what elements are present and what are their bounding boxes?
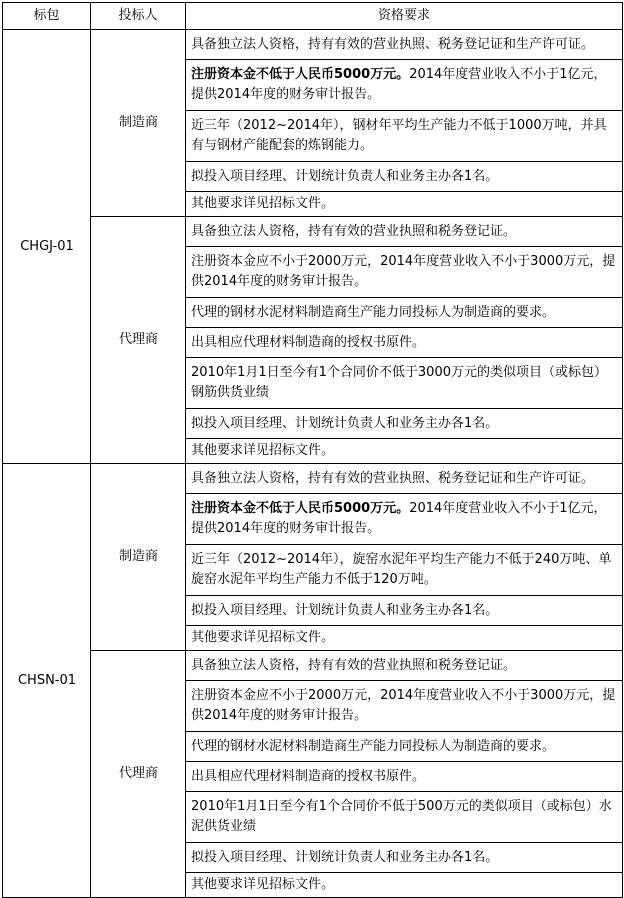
requirement-cell bbox=[186, 439, 623, 464]
table-row bbox=[3, 217, 623, 247]
requirement-cell bbox=[186, 545, 623, 596]
requirement-cell bbox=[186, 298, 623, 328]
requirement-text: 2010年1月1日至今有1个合同价不低于3000万元的类似项目（或标包）钢筋供货业绩 bbox=[191, 365, 607, 400]
requirement-cell bbox=[186, 358, 623, 409]
requirement-text: 注册资本金应不小于2000万元，2014年度营业收入不小于3000万元，提供2014年度的财务审计报告。 bbox=[191, 254, 616, 289]
requirement-text: 其他要求详见招标文件。 bbox=[191, 443, 335, 458]
requirement-cell bbox=[186, 843, 623, 873]
table-row bbox=[3, 30, 623, 60]
requirement-text: 出具相应代理材料制造商的授权书原件。 bbox=[191, 768, 426, 784]
requirement-cell bbox=[186, 192, 623, 217]
requirement-cell bbox=[186, 681, 623, 732]
requirement-cell bbox=[186, 873, 623, 898]
table-row bbox=[3, 464, 623, 494]
header-row bbox=[3, 3, 623, 30]
requirement-text: 具备独立法人资格，持有有效的营业执照、税务登记证和生产许可证。 bbox=[191, 470, 595, 486]
requirement-cell bbox=[186, 60, 623, 111]
bidder-type-cell: 代理商 bbox=[91, 651, 186, 898]
requirement-cell bbox=[186, 30, 623, 60]
requirement-cell bbox=[186, 217, 623, 247]
requirement-cell bbox=[186, 651, 623, 681]
requirement-text: 拟投入项目经理、计划统计负责人和业务主办各1名。 bbox=[191, 415, 499, 431]
table-body bbox=[3, 30, 623, 898]
requirement-text: 2010年1月1日至今有1个合同价不低于500万元的类似项目（或标包）水泥供货业绩 bbox=[191, 799, 612, 834]
requirement-text: 注册资本金应不小于2000万元，2014年度营业收入不小于3000万元，提供2014年度的财务审计报告。 bbox=[191, 688, 616, 723]
requirement-bold-text: 注册资本金不低于人民币5000万元。 bbox=[191, 501, 410, 516]
requirement-text: 代理的钢材水泥材料制造商生产能力同投标人为制造商的要求。 bbox=[191, 304, 556, 320]
requirement-text: 拟投入项目经理、计划统计负责人和业务主办各1名。 bbox=[191, 602, 499, 618]
requirement-cell bbox=[186, 762, 623, 792]
requirement-text: 其他要求详见招标文件。 bbox=[191, 196, 335, 211]
requirement-text: 2014年度营业收入不小于1亿元，提供2014年度的财务审计报告。 bbox=[191, 501, 607, 536]
package-id-cell: CHSN-01 bbox=[3, 464, 91, 898]
requirement-cell bbox=[186, 162, 623, 192]
requirement-text: 2014年度营业收入不小于1亿元，提供2014年度的财务审计报告。 bbox=[191, 67, 607, 102]
requirement-text: 出具相应代理材料制造商的授权书原件。 bbox=[191, 334, 426, 350]
requirement-cell bbox=[186, 626, 623, 651]
requirement-cell bbox=[186, 328, 623, 358]
header-package: 标包 bbox=[3, 3, 91, 30]
package-id-cell: CHGJ-01 bbox=[3, 30, 91, 464]
qualification-table bbox=[2, 2, 623, 898]
requirement-text: 具备独立法人资格，持有有效的营业执照和税务登记证。 bbox=[191, 657, 517, 673]
requirement-cell bbox=[186, 596, 623, 626]
requirement-cell bbox=[186, 792, 623, 843]
requirement-text: 拟投入项目经理、计划统计负责人和业务主办各1名。 bbox=[191, 849, 499, 865]
bidder-type-cell: 制造商 bbox=[91, 464, 186, 651]
table-row bbox=[3, 651, 623, 681]
requirement-cell bbox=[186, 409, 623, 439]
bidder-type-cell: 制造商 bbox=[91, 30, 186, 217]
requirement-text: 具备独立法人资格，持有有效的营业执照和税务登记证。 bbox=[191, 223, 517, 239]
header-requirements: 资格要求 bbox=[186, 3, 623, 30]
requirement-text: 拟投入项目经理、计划统计负责人和业务主办各1名。 bbox=[191, 168, 499, 184]
requirement-cell bbox=[186, 111, 623, 162]
requirement-bold-text: 注册资本金不低于人民币5000万元。 bbox=[191, 67, 410, 82]
requirement-text: 代理的钢材水泥材料制造商生产能力同投标人为制造商的要求。 bbox=[191, 738, 556, 754]
requirement-text: 其他要求详见招标文件。 bbox=[191, 630, 335, 645]
qualification-table-container bbox=[2, 2, 623, 898]
requirement-text: 具备独立法人资格，持有有效的营业执照、税务登记证和生产许可证。 bbox=[191, 36, 595, 52]
requirement-cell bbox=[186, 247, 623, 298]
requirement-cell bbox=[186, 732, 623, 762]
requirement-text: 近三年（2012~2014年），钢材年平均生产能力不低于1000万吨，并具有与钢材产能配套的炼钢能力。 bbox=[191, 118, 607, 153]
header-bidder: 投标人 bbox=[91, 3, 186, 30]
requirement-cell bbox=[186, 494, 623, 545]
bidder-type-cell: 代理商 bbox=[91, 217, 186, 464]
requirement-text: 其他要求详见招标文件。 bbox=[191, 877, 335, 892]
requirement-cell bbox=[186, 464, 623, 494]
requirement-text: 近三年（2012~2014年），旋窑水泥年平均生产能力不低于240万吨、单旋窑水泥年平均生产能力不低于120万吨。 bbox=[191, 552, 612, 587]
